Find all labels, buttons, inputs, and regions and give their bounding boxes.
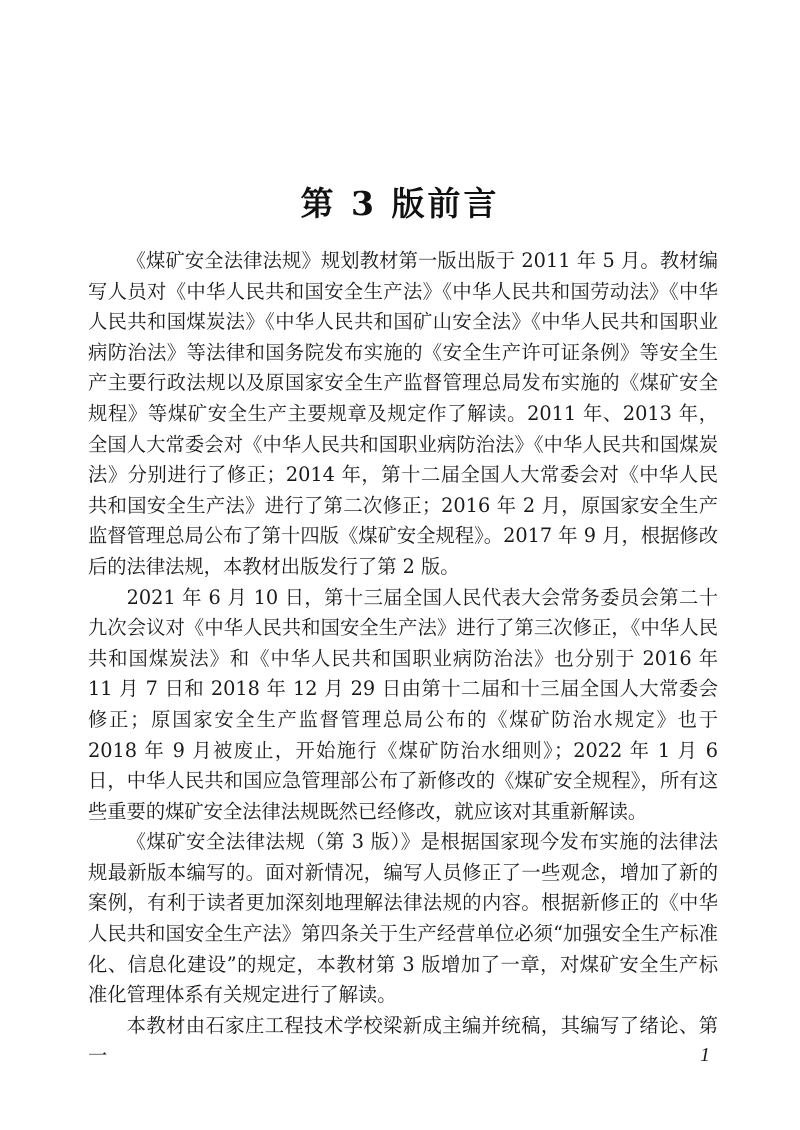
page-number: 1 (700, 1044, 710, 1066)
paragraph-4: 本教材由石家庄工程技术学校梁新成主编并统稿，其编写了绪论、第一 (88, 1013, 718, 1068)
page-title: 第 3 版前言 (300, 184, 500, 223)
preface-body (88, 246, 718, 1072)
paragraph-3: 《煤矿安全法律法规（第 3 版）》是根据国家现今发布实施的法律法规最新版本编写的。面对新情况，编写人员修正了一些观念，增加了新的案例，有利于读者更加深刻地理解法律法规的内容。根据新修正的《中华人民共和国安全生产法》第四条关于生产经营单位必须“加强安全生产标准化、信息化建设”的规定，本教材第 3 版增加了一章，对煤矿安全生产标准化管理体系有关规定进行了解读。 (88, 830, 718, 1007)
paragraph-2: 2021 年 6 月 10 日，第十三届全国人民代表大会常务委员会第二十九次会议对《中华人民共和国安全生产法》进行了第三次修正，《中华人民共和国煤炭法》和《中华人民共和国职业病防治法》也分别于 2016 年 11 月 7 日和 2018 年 12 月 29 日由第十二届和十三届全国人大常委会修正；原国家安全生产监督管理总局公布的《煤矿防治水规定》也于 2018 年 9 月被废止，开始施行《煤矿防治水细则》；2022 年 1 月 6 日，中华人民共和国应急管理部公布了新修改的《煤矿安全规程》，所有这些重要的煤矿安全法律法规既然已经修改，就应该对其重新解读。 (88, 585, 718, 823)
paragraph-1: 《煤矿安全法律法规》规划教材第一版出版于 2011 年 5 月。教材编写人员对《中华人民共和国安全生产法》《中华人民共和国劳动法》《中华人民共和国煤炭法》《中华人民共和国矿山安全法》《中华人民共和国职业病防治法》等法律和国务院发布实施的《安全生产许可证条例》等安全生产主要行政法规以及原国家安全生产监督管理总局发布实施的《煤矿安全规程》等煤矿安全生产主要规章及规定作了解读。2011 年、2013 年，全国人大常委会对《中华人民共和国职业病防治法》《中华人民共和国煤炭法》分别进行了修正；2014 年，第十二届全国人大常委会对《中华人民共和国安全生产法》进行了第二次修正；2016 年 2 月，原国家安全生产监督管理总局公布了第十四版《煤矿安全规程》。2017 年 9 月，根据修改后的法律法规，本教材出版发行了第 2 版。 (88, 249, 718, 578)
